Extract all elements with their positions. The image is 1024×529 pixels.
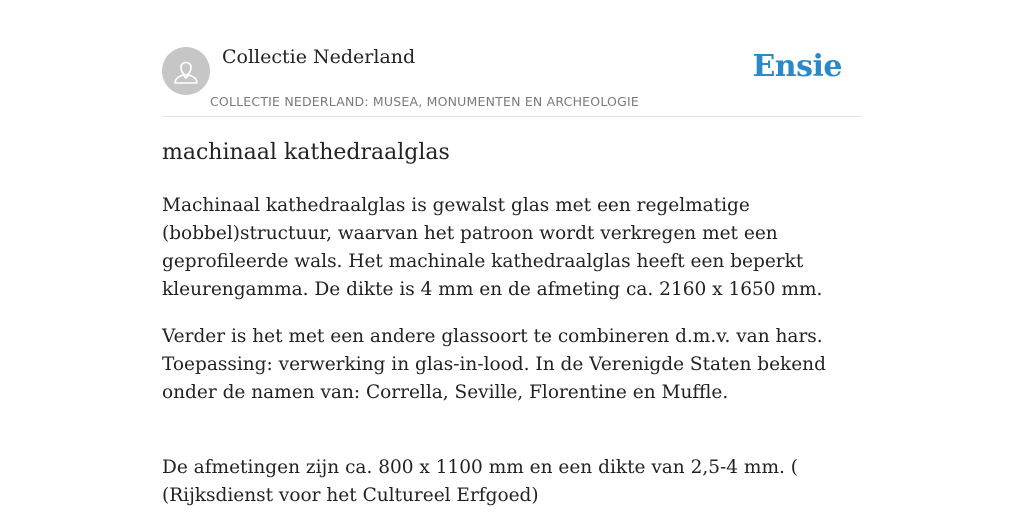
ensie-logo[interactable]: Ensie: [752, 49, 842, 84]
paragraph: Machinaal kathedraalglas is gewalst glas met een regelmatige (bobbel)structuur, waarvan het patroon wordt verkregen met een geprofileerde wals. Het machinale kathedraalglas heeft een beperkt kleurengamma. De dikte is 4 mm en de afmeting ca. 2160 x 1650 mm.: [162, 195, 823, 300]
avatar[interactable]: [162, 47, 210, 95]
paragraph: Verder is het met een andere glassoort te combineren d.m.v. van hars. Toepassing: verwerking in glas-in-lood. In de Verenigde Staten bekend onder de namen van: Corrella, Seville, Florentine en Muffle.: [162, 326, 826, 403]
article-page: [162, 0, 862, 512]
paragraph: De afmetingen zijn ca. 800 x 1100 mm en een dikte van 2,5-4 mm. ( (Rijksdienst voor het Cultureel Erfgoed): [162, 457, 798, 506]
user-silhouette-icon: [162, 47, 210, 95]
page-title: machinaal kathedraalglas: [162, 140, 450, 165]
article-header: [162, 44, 862, 117]
author-name[interactable]: Collectie Nederland: [222, 46, 416, 68]
article-body: [162, 192, 862, 529]
source-label[interactable]: COLLECTIE NEDERLAND: MUSEA, MONUMENTEN EN ARCHEOLOGIE: [210, 94, 639, 109]
